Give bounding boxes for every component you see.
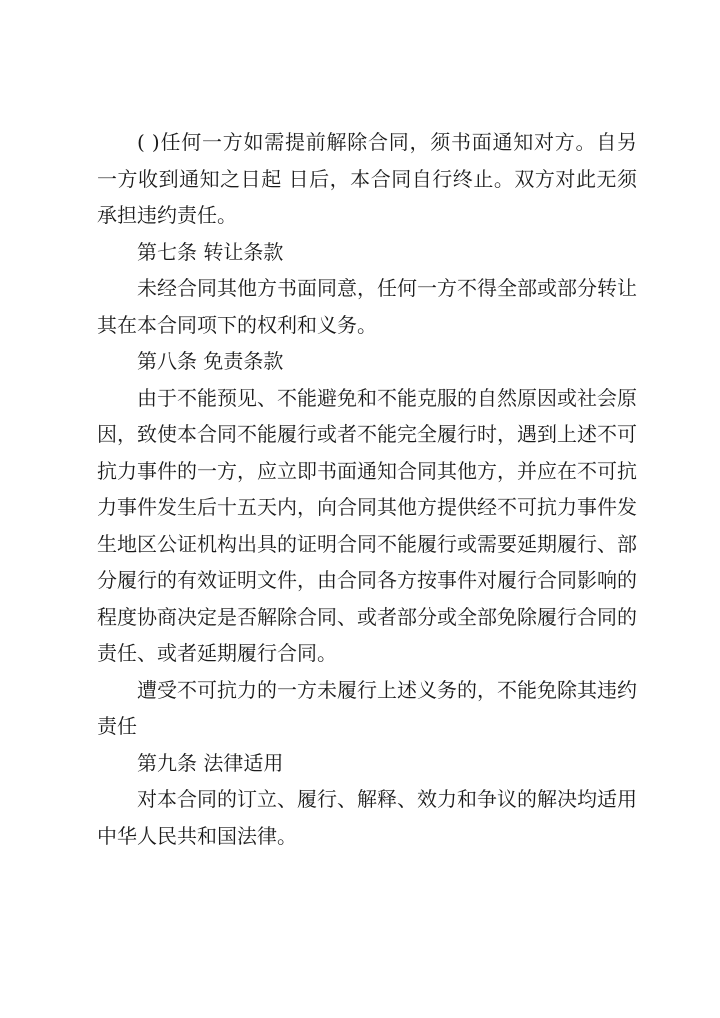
- force-majeure-paragraph: 由于不能预见、不能避免和不能克服的自然原因或社会原因，致使本合同不能履行或者不能完全履行时，遇到上述不可抗力事件的一方，应立即书面通知合同其他方，并应在不可抗力事件发生后十五天内，向合同其他方提供经不可抗力事件发生地区公证机构出具的证明合同不能履行或需要延期履行、部分履行的有效证明文件，由合同各方按事件对履行合同影响的程度协商决定是否解除合同、或者部分或全部免除履行合同的责任、或者延期履行合同。: [97, 385, 637, 665]
- article-7-heading: 第七条 转让条款: [137, 239, 284, 264]
- document-body: [97, 124, 637, 854]
- article-9-heading: 第九条 法律适用: [137, 750, 284, 775]
- article-8-heading: 第八条 免责条款: [137, 349, 284, 373]
- termination-clause-paragraph: ( )任何一方如需提前解除合同，须书面通知对方。自另一方收到通知之日起 日后，本合同自行终止。双方对此无须承担违约责任。: [97, 130, 637, 227]
- governing-law-paragraph: 对本合同的订立、履行、解释、效力和争议的解决均适用中华人民共和国法律。: [97, 787, 637, 848]
- transfer-clause-paragraph: 未经合同其他方书面同意，任何一方不得全部或部分转让其在本合同项下的权利和义务。: [97, 276, 637, 337]
- force-majeure-liability-paragraph: 遭受不可抗力的一方未履行上述义务的，不能免除其违约责任: [97, 677, 637, 738]
